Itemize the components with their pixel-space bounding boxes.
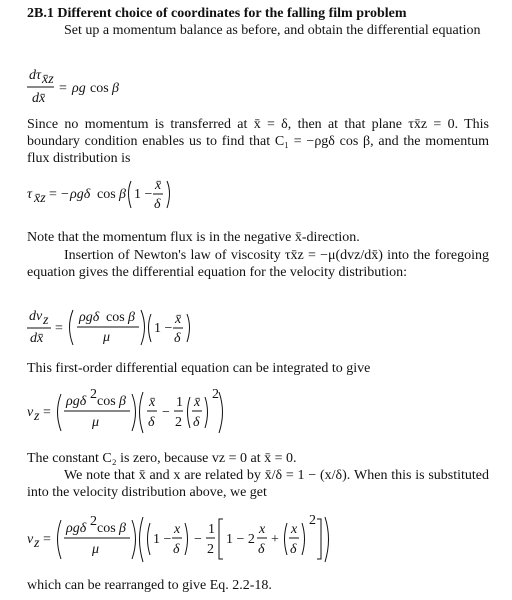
- svg-text:ρgδ: ρgδ: [70, 187, 91, 202]
- equation-5: [27, 511, 347, 565]
- svg-text:x: x: [291, 522, 298, 537]
- svg-text:x̄: x̄: [175, 312, 182, 327]
- svg-text:z: z: [43, 313, 49, 328]
- svg-text:μ: μ: [103, 330, 111, 345]
- svg-text:=: =: [55, 321, 63, 336]
- svg-text:ρgδ: ρgδ: [66, 521, 87, 536]
- svg-text:δ: δ: [154, 197, 161, 212]
- section-heading: [27, 5, 489, 22]
- svg-text:δ: δ: [173, 542, 180, 557]
- svg-text:1 −: 1 −: [154, 321, 173, 336]
- svg-text:cos: cos: [97, 521, 116, 536]
- paragraph-4: Insertion of Newton's law of viscosity τx̄z = −μ(dvz/dx̄) into the foregoing equation gives the differential equation for the velocity distribution:: [27, 248, 489, 280]
- paragraph-1: Set up a momentum balance as before, and obtain the differential equation: [64, 23, 481, 38]
- svg-text:1: 1: [208, 522, 215, 537]
- svg-text:dτ: dτ: [29, 68, 42, 83]
- svg-text:cos: cos: [90, 81, 109, 96]
- svg-text:z: z: [34, 409, 40, 424]
- svg-text:δ: δ: [258, 542, 265, 557]
- svg-text:=: =: [43, 532, 51, 547]
- svg-text:dx̄: dx̄: [30, 331, 44, 346]
- svg-text:ρgδ: ρgδ: [66, 394, 87, 409]
- svg-text:x̄z: x̄z: [34, 191, 46, 206]
- svg-text:=: =: [43, 405, 51, 420]
- paragraph-2: Since no momentum is transferred at x̄ = δ, then at that plane τx̄z = 0. This boundary condition enables us to find that C₁ = −ρgδ cos β, and the momentum flux distribution is: [27, 117, 489, 166]
- svg-text:−: −: [162, 405, 170, 420]
- svg-text:−: −: [61, 187, 69, 202]
- svg-text:x̄: x̄: [155, 178, 162, 193]
- svg-text:μ: μ: [92, 542, 100, 557]
- svg-text:−: −: [194, 532, 202, 547]
- equation-1: [27, 64, 227, 108]
- svg-text:β: β: [119, 521, 126, 536]
- svg-text:2: 2: [90, 514, 97, 529]
- svg-text:1 −: 1 −: [153, 532, 172, 547]
- svg-text:ρgδ: ρgδ: [79, 310, 100, 325]
- svg-text:δ: δ: [290, 542, 297, 557]
- svg-text:μ: μ: [92, 415, 100, 430]
- paragraph-3: Note that the momentum flux is in the negative x̄-direction.: [27, 230, 360, 245]
- svg-text:2: 2: [207, 542, 214, 557]
- equation-3: [27, 304, 267, 348]
- svg-text:2: 2: [175, 415, 182, 430]
- paragraph-8: which can be rearranged to give Eq. 2.2-18.: [27, 578, 272, 593]
- svg-text:x̄: x̄: [149, 395, 156, 410]
- equation-4: [27, 386, 287, 436]
- svg-text:x̄z: x̄z: [42, 72, 54, 87]
- svg-text:1: 1: [176, 395, 183, 410]
- svg-text:τ: τ: [27, 187, 33, 202]
- svg-text:2: 2: [309, 513, 316, 528]
- svg-text:cos: cos: [97, 187, 116, 202]
- svg-text:=: =: [49, 187, 57, 202]
- svg-text:v: v: [27, 405, 34, 420]
- svg-text:+: +: [271, 532, 279, 547]
- paragraph-6: The constant C₂ is zero, because vz = 0 at x̄ = 0.: [27, 451, 297, 466]
- svg-text:cos: cos: [97, 394, 116, 409]
- paragraph-7: We note that x̄ and x are related by x̄/δ = 1 − (x/δ). When this is substituted into the velocity distribution above, we get: [27, 468, 489, 500]
- svg-text:ρg: ρg: [72, 81, 86, 96]
- svg-text:β: β: [128, 310, 135, 325]
- svg-text:x: x: [259, 522, 266, 537]
- svg-text:=: =: [59, 81, 67, 96]
- svg-text:x̄: x̄: [194, 395, 201, 410]
- svg-text:x: x: [174, 522, 181, 537]
- equation-2: [27, 172, 267, 216]
- svg-text:β: β: [112, 81, 119, 96]
- svg-text:1 − 2: 1 − 2: [226, 532, 255, 547]
- section-heading-text: 2B.1 Different choice of coordinates for the falling film problem: [27, 6, 407, 21]
- svg-text:δ: δ: [193, 415, 200, 430]
- svg-text:δ: δ: [148, 415, 155, 430]
- svg-text:β: β: [119, 187, 126, 202]
- svg-text:2: 2: [90, 387, 97, 402]
- svg-text:z: z: [34, 536, 40, 551]
- svg-text:cos: cos: [106, 310, 125, 325]
- svg-text:1 −: 1 −: [134, 187, 153, 202]
- svg-text:δ: δ: [174, 331, 181, 346]
- paragraph-5: This first-order differential equation can be integrated to give: [27, 361, 371, 376]
- svg-text:2: 2: [212, 387, 219, 402]
- svg-text:dx̄: dx̄: [32, 91, 46, 106]
- svg-text:v: v: [27, 532, 34, 547]
- svg-text:dv: dv: [29, 309, 43, 324]
- svg-text:β: β: [119, 394, 126, 409]
